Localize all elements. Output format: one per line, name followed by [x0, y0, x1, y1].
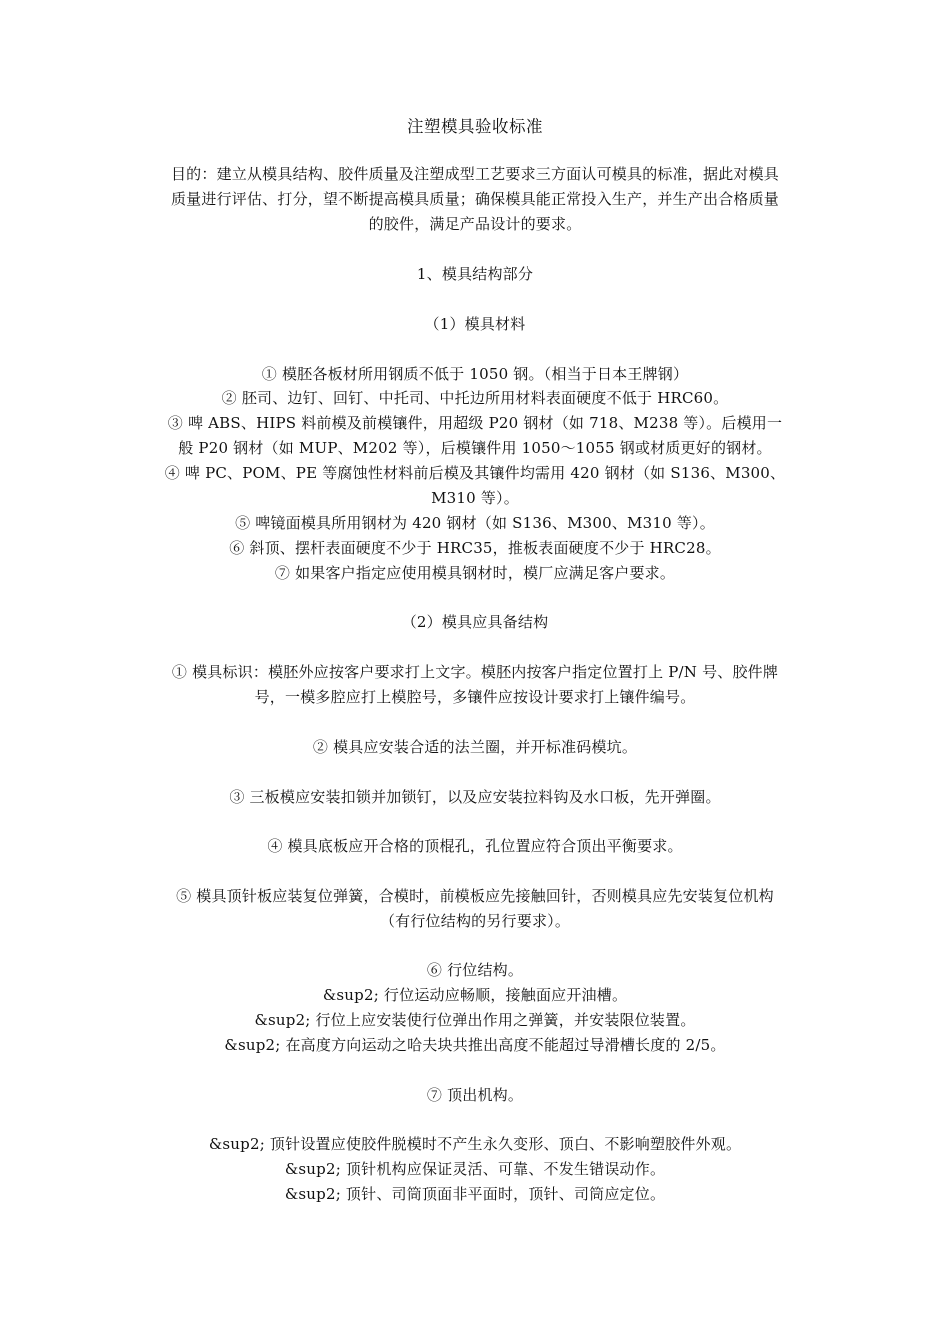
material-item-5: ⑤ 啤镜面模具所用钢材为 420 钢材（如 S136、M300、M310 等）。 [235, 514, 715, 532]
material-item-3-line-1: ③ 啤 ABS、HIPS 料前模及前模镶件，用超级 P20 钢材（如 718、M238 等）。后模用一 [167, 414, 783, 432]
subsection-2-heading: （2）模具应具备结构 [401, 613, 549, 631]
material-item-7: ⑦ 如果客户指定应使用模具钢材时，模厂应满足客户要求。 [274, 564, 676, 582]
structure-item-2: ② 模具应安装合适的法兰圈，并开标准码模坑。 [312, 738, 638, 756]
material-item-2: ② 胚司、边钉、回钉、中托司、中托边所用材料表面硬度不低于 HRC60。 [221, 389, 729, 407]
purpose-line-1: 目的：建立从模具结构、胶件质量及注塑成型工艺要求三方面认可模具的标准，据此对模具 [170, 165, 779, 183]
subsection-1-heading: （1）模具材料 [424, 315, 526, 333]
ejector-mechanism-point-3: &sup2; 顶针、司筒顶面非平面时，顶针、司筒应定位。 [284, 1185, 666, 1203]
slide-structure-point-2: &sup2; 行位上应安装使行位弹出作用之弹簧，并安装限位装置。 [254, 1011, 696, 1029]
structure-item-5-line-2: （有行位结构的另行要求）。 [379, 912, 571, 930]
structure-item-1-line-1: ① 模具标识：模胚外应按客户要求打上文字。模胚内按客户指定位置打上 P/N 号、胶件牌 [171, 663, 779, 681]
structure-item-3: ③ 三板模应安装扣锁并加锁钉，以及应安装拉料钩及水口板，先开弹圈。 [229, 788, 721, 806]
slide-structure-point-1: &sup2; 行位运动应畅顺，接触面应开油槽。 [322, 986, 628, 1004]
ejector-mechanism-point-2: &sup2; 顶针机构应保证灵活、可靠、不发生错误动作。 [284, 1160, 666, 1178]
purpose-line-3: 的胶件，满足产品设计的要求。 [368, 215, 582, 233]
ejector-mechanism-heading: ⑦ 顶出机构。 [426, 1086, 524, 1104]
structure-item-1-line-2: 号，一模多腔应打上模腔号，多镶件应按设计要求打上镶件编号。 [254, 688, 696, 706]
structure-item-4: ④ 模具底板应开合格的顶棍孔，孔位置应符合顶出平衡要求。 [267, 837, 683, 855]
material-item-1: ① 模胚各板材所用钢质不低于 1050 钢。（相当于日本王牌钢） [261, 365, 689, 383]
material-item-4-line-1: ④ 啤 PC、POM、PE 等腐蚀性材料前后模及其镶件均需用 420 钢材（如 S136、M300、 [164, 464, 786, 482]
ejector-mechanism-point-1: &sup2; 顶针设置应使胶件脱模时不产生永久变形、顶白、不影响塑胶件外观。 [208, 1135, 742, 1153]
slide-structure-point-3: &sup2; 在高度方向运动之哈夫块共推出高度不能超过导滑槽长度的 2/5。 [224, 1036, 726, 1054]
section-1-heading: 1、模具结构部分 [416, 265, 534, 283]
document-title: 注塑模具验收标准 [407, 117, 543, 136]
purpose-line-2: 质量进行评估、打分，望不断提高模具质量；确保模具能正常投入生产，并生产出合格质量 [170, 190, 779, 208]
material-item-3-line-2: 般 P20 钢材（如 MUP、M202 等），后模镶件用 1050～1055 钢或材质更好的钢材。 [178, 439, 772, 457]
material-item-4-line-2: M310 等）。 [431, 489, 519, 507]
material-item-6: ⑥ 斜顶、摆杆表面硬度不少于 HRC35，推板表面硬度不少于 HRC28。 [229, 539, 721, 557]
structure-item-5-line-1: ⑤ 模具顶针板应装复位弹簧，合模时，前模板应先接触回针，否则模具应先安装复位机构 [176, 887, 774, 905]
slide-structure-heading: ⑥ 行位结构。 [426, 961, 524, 979]
